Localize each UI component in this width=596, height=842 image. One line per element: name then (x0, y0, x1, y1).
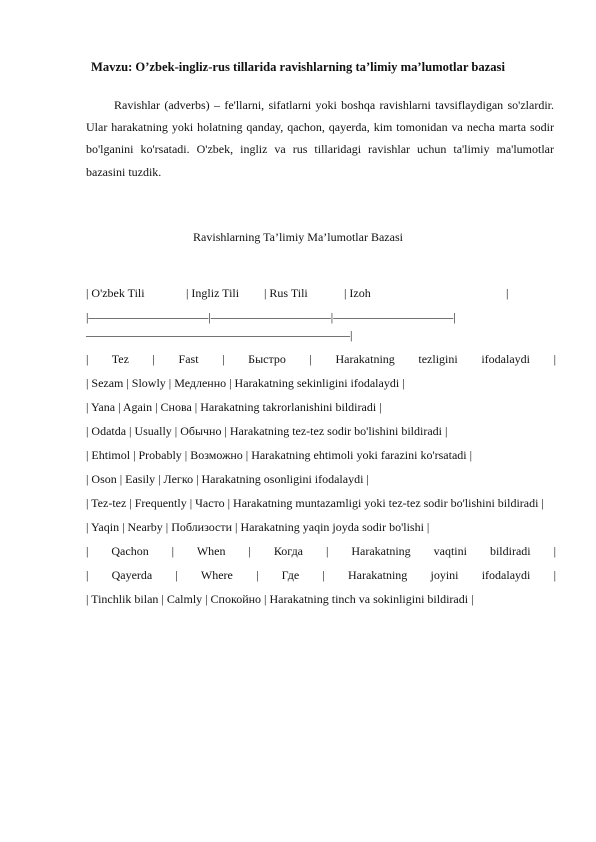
table-row: | Tinchlik bilan | Calmly | Спокойно | Harakatning tinch va sokinligini bildiradi | (86, 592, 474, 606)
table-separator: |——————————|——————————|——————————|——————————————————————| (86, 310, 456, 342)
header-uzbek: | O'zbek Tili (86, 286, 145, 300)
table-row: | Tez-tez | Frequently | Часто | Harakatning muntazamligi yoki tez-tez sodir bo'lishini bildiradi | (86, 496, 544, 510)
adverb-table (86, 286, 556, 608)
table-row: | Qayerda | Where | Где | Harakatning joyini ifodalaydi | (86, 568, 556, 582)
table-header (86, 286, 556, 306)
table-row: | Ehtimol | Probably | Возможно | Harakatning ehtimoli yoki farazini ko'rsatadi | (86, 448, 473, 462)
table-row: | Sezam | Slowly | Медленно | Harakatning sekinligini ifodalaydi | (86, 376, 405, 390)
document-title: Mavzu: O’zbek-ingliz-rus tillarida ravishlarning ta’limiy ma’lumotlar bazasi (91, 60, 505, 74)
table-row: | Qachon | When | Когда | Harakatning vaqtini bildiradi | (86, 544, 556, 558)
header-russian: | Rus Tili (264, 286, 308, 300)
table-row: | Tez | Fast | Быстро | Harakatning tezligini ifodalaydi | (86, 352, 556, 366)
header-english: | Ingliz Tili (186, 286, 240, 300)
header-end: | (506, 286, 509, 300)
table-row: | Oson | Easily | Легко | Harakatning osonligini ifodalaydi | (86, 472, 369, 486)
table-row: | Odatda | Usually | Обычно | Harakatning tez-tez sodir bo'lishini bildiradi | (86, 424, 448, 438)
database-subtitle: Ravishlarning Ta’limiy Ma’lumotlar Bazasi (193, 230, 403, 244)
table-row: | Yana | Again | Снова | Harakatning takrorlanishini bildiradi | (86, 400, 382, 414)
table-row: | Yaqin | Nearby | Поблизости | Harakatning yaqin joyda sodir bo'lishi | (86, 520, 430, 534)
intro-paragraph: Ravishlar (adverbs) – fe'llarni, sifatlarni yoki boshqa ravishlarni tavsiflaydigan so'zlardir. Ular harakatning yoki holatning qanday, qachon, qayerda, kim tomonidan va necha marta sodir bo'lganini ko'rsatadi. O'zbek, ingliz va rus tillaridagi ravishlar uchun ta'limiy ma'lumotlar bazasini tuzdik. (86, 98, 554, 179)
header-note: | Izoh (344, 286, 371, 300)
